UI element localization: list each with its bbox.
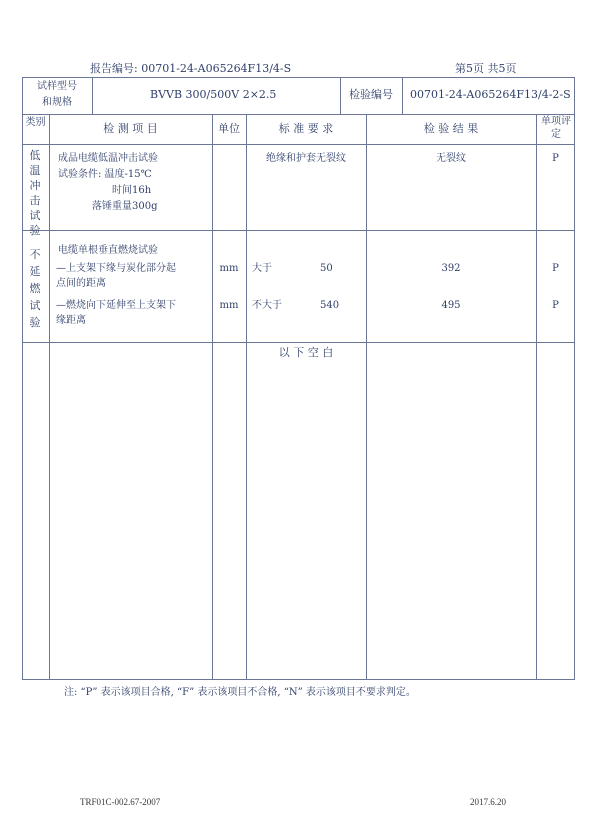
test-item-line: —上支架下缘与炭化部分起 xyxy=(56,263,176,274)
col-divider xyxy=(246,114,247,680)
col-divider xyxy=(49,114,50,680)
col-header-item: 检 测 项 目 xyxy=(103,122,158,135)
col-divider xyxy=(212,114,213,680)
test-item-line: —燃烧向下延伸至上支架下 xyxy=(56,300,176,311)
test-condition-line: 时间16h xyxy=(112,185,152,196)
requirement-label: 大于 xyxy=(252,263,272,274)
category-flame-retardant: 不延燃试验 xyxy=(29,248,41,329)
unit: mm xyxy=(219,263,239,274)
col-divider xyxy=(402,77,403,114)
verdict: P xyxy=(552,153,559,164)
blank-below-note: 以 下 空 白 xyxy=(278,346,334,359)
issue-date: 2017.6.20 xyxy=(470,797,506,807)
sample-label-line1: 试样型号 xyxy=(37,81,77,92)
test-number-label: 检验编号 xyxy=(349,88,393,101)
requirement-value: 540 xyxy=(320,300,340,311)
col-header-result: 检 验 结 果 xyxy=(423,122,479,135)
row-divider xyxy=(22,144,575,145)
test-item-line: 成品电缆低温冲击试验 xyxy=(58,153,158,164)
unit: mm xyxy=(219,300,239,311)
test-result: 无裂纹 xyxy=(436,153,466,164)
test-item-line: 点间的距离 xyxy=(56,278,106,289)
col-divider xyxy=(366,114,367,680)
page-number: 第5页 共5页 xyxy=(455,62,517,75)
test-result: 495 xyxy=(441,300,461,311)
test-item-line: 缘距离 xyxy=(56,315,86,326)
legend-note: 注: “P” 表示该项目合格, “F” 表示该项目不合格, “N” 表示该项目不要求判定。 xyxy=(64,687,416,698)
requirement-value: 50 xyxy=(320,263,333,274)
col-divider xyxy=(92,77,93,114)
report-number: 报告编号: 00701-24-A065264F13/4-S xyxy=(90,62,292,75)
test-item-title: 电缆单根垂直燃烧试验 xyxy=(58,245,158,256)
requirement-label: 不大于 xyxy=(252,300,282,311)
col-header-category: 类别 xyxy=(25,117,46,128)
col-header-unit: 单位 xyxy=(218,122,240,135)
form-number: TRF01C-002.67-2007 xyxy=(80,797,161,807)
row-divider xyxy=(22,230,575,231)
row-divider xyxy=(22,342,575,343)
col-header-standard: 标 准 要 求 xyxy=(278,122,334,135)
verdict: P xyxy=(552,263,559,274)
sample-label-line2: 和规格 xyxy=(42,97,72,108)
col-header-verdict: 单项评定 xyxy=(541,116,571,140)
col-divider xyxy=(536,114,537,680)
test-condition-line: 落锤重量300g xyxy=(92,201,158,212)
standard-requirement: 绝缘和护套无裂纹 xyxy=(266,153,346,164)
row-divider xyxy=(22,114,575,115)
test-condition-line: 试验条件: 温度-15℃ xyxy=(58,169,152,180)
sample-spec: BVVB 300/500V 2×2.5 xyxy=(150,88,277,101)
category-low-temp-impact: 低温冲击试验 xyxy=(29,149,41,237)
verdict: P xyxy=(552,300,559,311)
test-result: 392 xyxy=(441,263,461,274)
test-number: 00701-24-A065264F13/4-2-S xyxy=(410,88,571,101)
